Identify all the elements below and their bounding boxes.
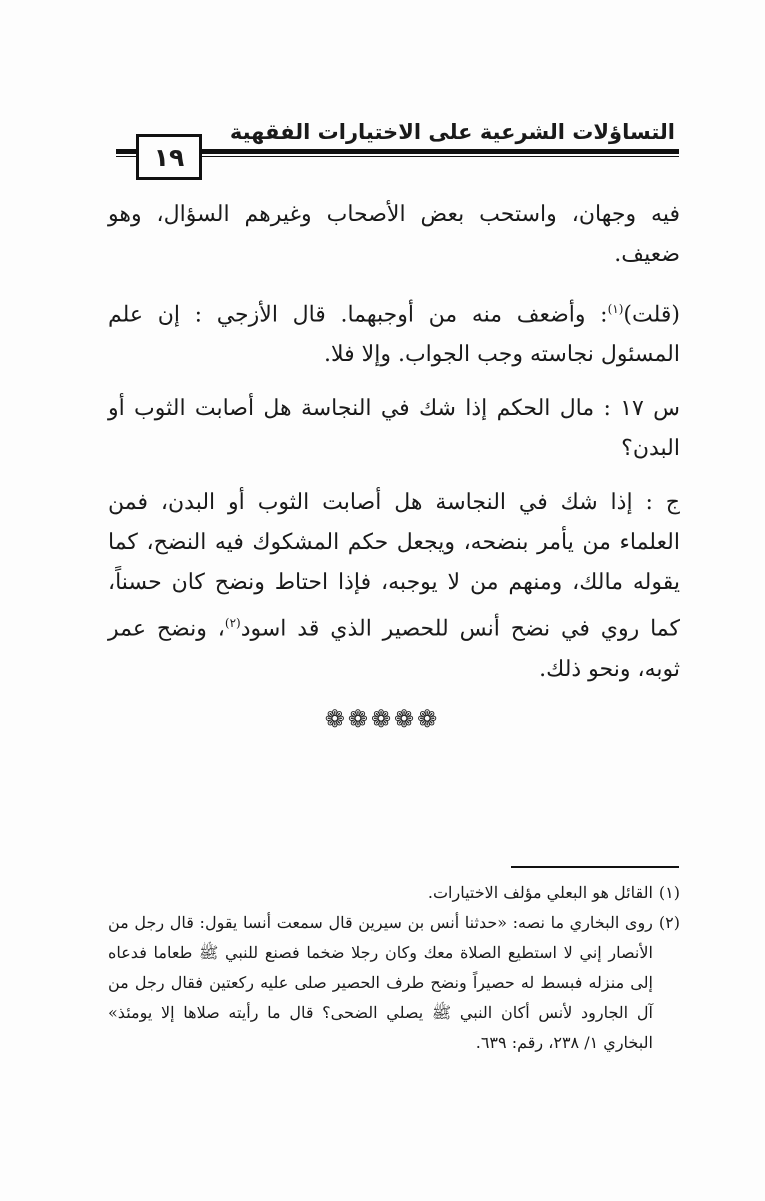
- page-header: [116, 112, 679, 182]
- paragraph-1: فيه وجهان، واستحب بعض الأصحاب وغيرهم السؤال، وهو ضعيف.: [108, 202, 680, 267]
- footnote-separator: [511, 866, 679, 868]
- answer-17: [108, 483, 680, 689]
- running-title: التساؤلات الشرعية على الاختيارات الفقهية: [229, 120, 675, 144]
- question-17: س ١٧ : مال الحكم إذا شك في النجاسة هل أصابت الثوب أو البدن؟: [108, 396, 680, 462]
- footnote-1-text: القائل هو البعلي مؤلف الاختيارات.: [427, 883, 653, 902]
- footnote-ref-1: (١): [607, 302, 624, 316]
- page-number: ١٩: [136, 134, 202, 180]
- footnote-1-number: (١): [658, 883, 680, 902]
- footnotes: [108, 878, 680, 1058]
- paragraph-2-start: (قلت): [623, 302, 680, 328]
- answer-17-start: ج : إذا شك في النجاسة هل أصابت الثوب أو البدن، فمن العلماء من يأمر بنضحه، ويجعل حكم المشكوك فيه النضح، كما يقوله مالك، ومنهم من لا يوجبه، فإذا احتاط ونضح كان حسناً، كما روي في نضح أنس للحصير الذي قد اسود: [108, 490, 681, 642]
- paragraph-2-rest: : وأضعف منه من أوجبهما. قال الأزجي : إن علم المسئول نجاسته وجب الجواب. وإلا فلا.: [108, 302, 680, 368]
- main-text: [108, 195, 680, 704]
- footnote-2: [108, 908, 680, 1058]
- paragraph-2: [108, 289, 680, 375]
- footnote-2-number: (٢): [658, 913, 680, 932]
- footnote-1: [108, 878, 680, 908]
- section-ornament: ❁❁❁❁❁: [324, 705, 441, 733]
- footnote-2-text: روى البخاري ما نصه: «حدثنا أنس بن سيرين قال سمعت أنسا يقول: قال رجل من الأنصار إني لا استطيع الصلاة معك وكان رجلا ضخما فصنع للنبي ﷺ طعاما فدعاه إلى منزله فبسط له حصيراً ونضح طرف الحصير صلى عليه ركعتين فقال رجل من آل الجارود لأنس أكان النبي ﷺ يصلي الضحى؟ قال ما رأيته صلاها إلا يومئذ» البخاري ١/ ٢٣٨، رقم: ٦٣٩.: [108, 913, 653, 1052]
- answer-17-rest: ، ونضح عمر ثوبه، ونحو ذلك.: [108, 616, 680, 682]
- footnote-ref-2: (٢): [224, 616, 241, 631]
